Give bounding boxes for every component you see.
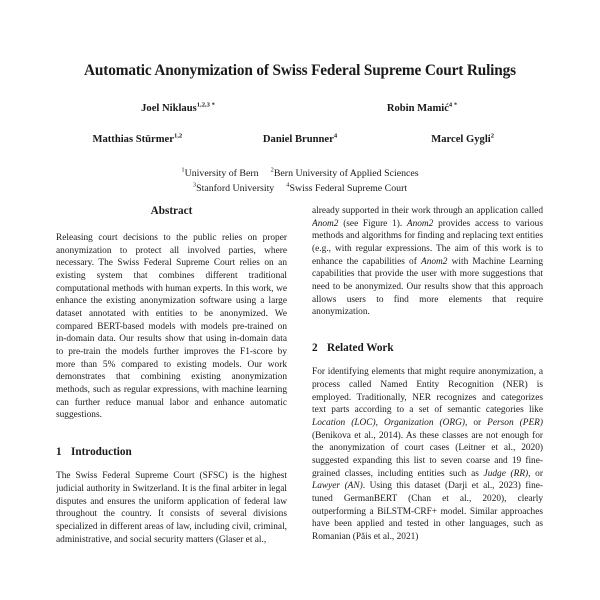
affiliation-item: [271, 168, 419, 179]
entity-category-per: Person (PER): [487, 417, 543, 428]
section-title: Related Work: [327, 341, 394, 354]
text-run: provides access to various methods and algorithms for finding and replacing text entities (e.g., with regular expressions. The aim of this work is to enhance the capabilities of: [312, 218, 543, 267]
section-number: 1: [56, 445, 62, 458]
affiliation-line-1: [0, 167, 600, 181]
affiliation-item: [181, 168, 258, 179]
affiliation-mark: 1: [181, 167, 185, 175]
text-run: already supported in their work through an application called: [312, 206, 543, 216]
section-spacer: [312, 328, 543, 342]
introduction-heading: [56, 446, 287, 459]
abstract-paragraph: Releasing court decisions to the public relies on proper anonymization to protect all involved parties, where necessary. The Swiss Federal Supreme Court relies on an existing system that combines different traditional computational methods with human experts. In this work, we enhance the existing anonymization software using a large dataset annotated with entities to be anonymized. We compared BERT-based models with models pre-trained on in-domain data. Our results show that using in-domain data to pre-train the models further improves the F1-score by more than 5% compared to existing models. Our work demonstrates that combining existing anonymization methods, such as regular expressions, with machine learning can further reduce manual labor and enhance automatic suggestions.: [56, 233, 287, 421]
author-affiliation-marks: 2: [490, 132, 495, 140]
author-entry: [56, 134, 219, 145]
author-entry: [219, 134, 382, 145]
abstract-heading: Abstract: [150, 205, 193, 217]
author-name: Matthias Stürmer: [92, 134, 174, 146]
text-run: For identifying elements that might require anonymization, a process called Named Entity Recognition (NER) is employed. Traditionally, NER recognizes and categorizes text parts according to a set of semantic categories like: [312, 367, 543, 416]
text-run: with Machine Learning capabilities that provide the user with more suggestions that need to be anonymized. Our results show that this approach allows users to find more elements that require anonymization.: [312, 256, 543, 318]
author-affiliation-marks: 1,2,3 *: [196, 101, 215, 109]
entity-category-org: Organization (ORG): [384, 417, 465, 428]
author-entry: [300, 103, 544, 114]
section-number: 2: [312, 341, 318, 354]
entity-category-judge: Judge (RR): [483, 468, 529, 479]
affiliation-item: [193, 183, 274, 194]
author-row-1: [0, 103, 600, 114]
author-entry: [381, 134, 544, 145]
text-run: ,: [375, 417, 385, 428]
author-name: Daniel Brunner: [262, 134, 334, 146]
text-run: (Benikova et al., 2014). As these classes are not enough for the anonymization of court cases (Leitner et al., 2020) suggested expanding this list to seven coarse and 19 fine-grained classes, including entities such as: [312, 430, 543, 479]
right-column: [312, 205, 543, 600]
author-row-2: [0, 134, 600, 145]
affiliation-mark: 3: [192, 181, 197, 189]
affiliation-mark: 2: [270, 167, 274, 175]
app-name-anom2: Anom2: [312, 218, 339, 229]
affiliation-name: Bern University of Applied Sciences: [273, 168, 419, 180]
affiliation-name: Swiss Federal Supreme Court: [289, 182, 408, 194]
text-run: . Using this dataset (Darji et al., 2023) fine-tuned GermanBERT (Chan et al., 2020), clearly outperforming a BiLSTM-CRF+ model. Similar approaches have been applied and tested in other languages, such as Romanian (Păis et al., 2021): [312, 481, 543, 542]
affiliation-line-2: [0, 182, 600, 196]
text-run: , or: [464, 417, 488, 428]
page-title: Automatic Anonymization of Swiss Federal Supreme Court Rulings: [84, 62, 516, 79]
affiliation-name: Stanford University: [196, 182, 275, 194]
two-column-body: [0, 205, 600, 600]
section-title: Introduction: [71, 445, 132, 458]
related-work-paragraph: [312, 366, 543, 543]
author-entry: [56, 103, 300, 114]
affiliation-mark: 4: [286, 181, 290, 189]
author-name: Marcel Gygli: [431, 134, 491, 146]
app-name-anom2: Anom2: [406, 218, 434, 229]
section-spacer: [56, 431, 287, 446]
affiliation-name: University of Bern: [184, 168, 259, 180]
author-affiliation-marks: 1,2: [173, 132, 183, 140]
author-name: Joel Niklaus: [141, 103, 197, 115]
affiliation-item: [286, 183, 407, 194]
author-affiliation-marks: 4: [333, 132, 338, 140]
left-column: [56, 205, 287, 600]
entity-category-loc: Location (LOC): [312, 417, 376, 428]
entity-category-lawyer: Lawyer (AN): [312, 481, 363, 492]
author-name: Robin Mamić: [386, 103, 449, 115]
app-name-anom2: Anom2: [421, 256, 448, 267]
author-affiliation-marks: 4 *: [448, 101, 458, 109]
introduction-continuation-paragraph: [312, 205, 543, 319]
affiliation-block: [0, 167, 600, 196]
related-work-heading: [312, 342, 543, 355]
introduction-paragraph: The Swiss Federal Supreme Court (SFSC) is the highest judicial authority in Switzerland. It is the final arbiter in legal disputes and ensures the uniform application of federal law throughout the country. It consists of several divisions specialized in different areas of law, including civil, criminal, administrative, and social security matters (Glaser et al.,: [56, 471, 287, 545]
text-run: , or: [528, 468, 543, 479]
text-run: (see Figure 1).: [338, 218, 407, 229]
